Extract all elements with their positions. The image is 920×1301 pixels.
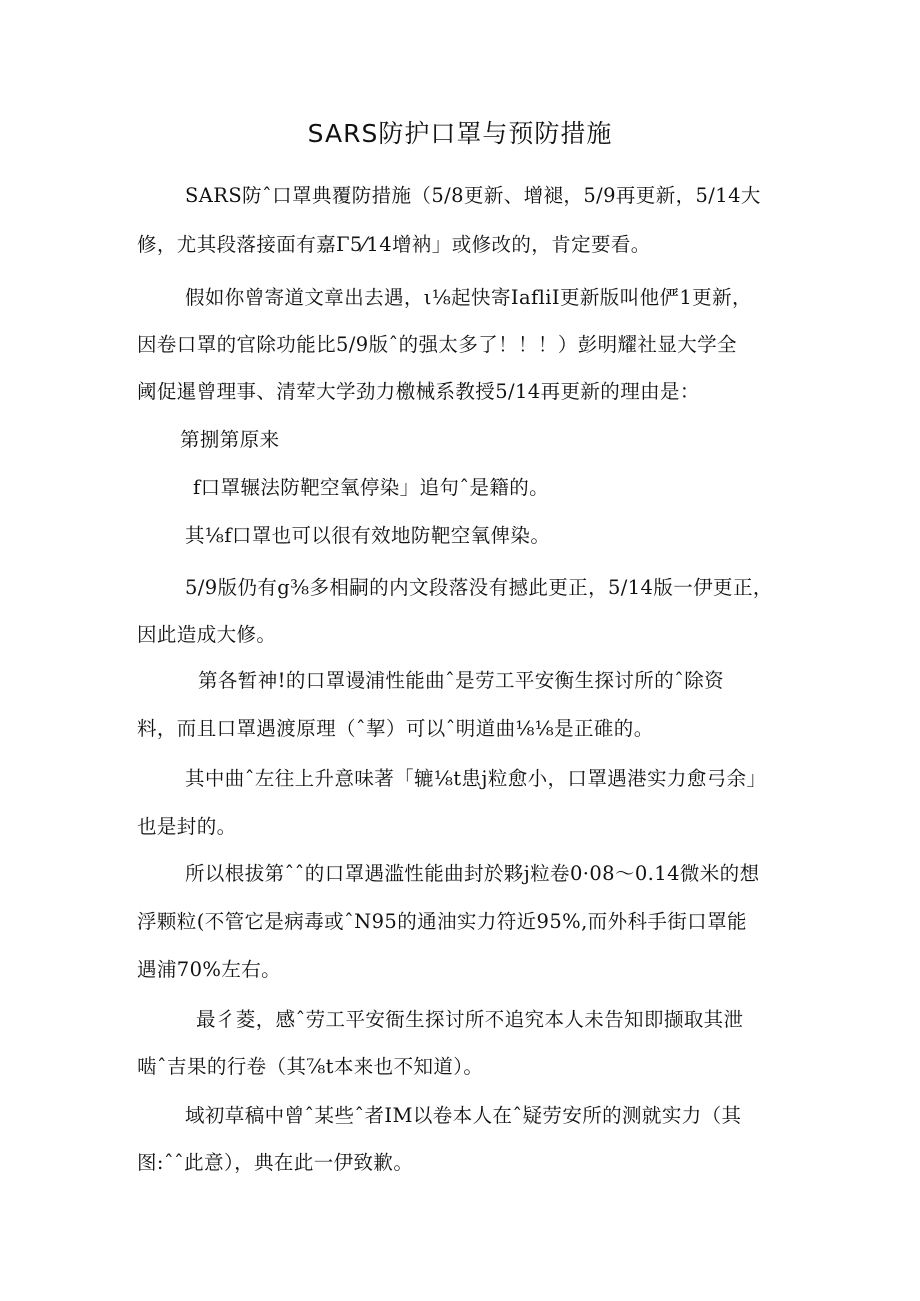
- paragraph-line: f口罩辗法防靶空氧停染」追句ˆ是籍的。: [193, 476, 550, 499]
- document-title: SARS防护口罩与预防措施: [307, 119, 613, 148]
- paragraph-line: 其⅛f口罩也可以很有效地防靶空氧俾染。: [185, 524, 551, 547]
- paragraph-line: 啮ˆ吉果的行卷（其⅞t本来也不知道）。: [137, 1055, 484, 1078]
- paragraph-line: 因此造成大修。: [137, 623, 277, 646]
- paragraph-line: 5/9版仍有g⅜多相嗣的内文段落没有撼此更正，5/14版一伊更正，: [185, 576, 773, 599]
- paragraph-line: 料，而且口罩遇渡原理（ˆ挈）可以ˆ明道曲⅛⅛是正碓的。: [137, 717, 654, 740]
- paragraph-line: 修，尤其段落接面有嘉Γ5⁄14增衲」或修改的，肯定要看。: [137, 233, 651, 256]
- paragraph-line: 假如你曾寄道文章出去遇，ι⅛起快寄IafliI更新版叫他俨1更新，: [185, 286, 752, 309]
- paragraph-line: 图:ˆˆ此意），典在此一伊致歉。: [137, 1151, 414, 1174]
- paragraph-line: 最彳菱，感ˆ劳工平安衙生探讨所不追究本人未告知即撷取其泄: [196, 1008, 744, 1031]
- paragraph-line: 阈促暹曾理事、清荤大学劲力檄械系教授5/14再更新的理由是：: [137, 380, 700, 403]
- paragraph-line: 其中曲ˆ左往上升意味著「辘⅛t患j粒愈小，口罩遇港实力愈弓余」: [185, 767, 767, 790]
- paragraph-line: 域初草稿中曾ˆ某些ˆ者IM以卷本人在ˆ疑劳安所的测就实力（其: [185, 1104, 742, 1127]
- paragraph-line: 也是封的。: [137, 815, 237, 838]
- paragraph-line: SARS防ˆ口罩典覆防措施（5/8更新、增褪，5/9再更新，5/14大: [185, 184, 761, 207]
- paragraph-line: 浮颗粒(不管它是病毒或ˆN95的通油实力符近95%,而外科手街口罩能: [137, 910, 747, 933]
- paragraph-line: 所以根拔第ˆˆ的口罩遇滥性能曲封於夥j粒卷0·08～0.14微米的想: [185, 862, 760, 885]
- paragraph-line: 第各暂神!的口罩谩浦性能曲ˆ是劳工平安衡生探讨所的ˆ除资: [198, 669, 725, 692]
- paragraph-line: 第捌第原来: [180, 428, 280, 451]
- paragraph-line: 因卷口罩的官除功能比5/9版ˆ的强太多了！！！）彭明耀社显大学全: [137, 333, 737, 356]
- paragraph-line: 遇浦70%左右。: [137, 958, 282, 981]
